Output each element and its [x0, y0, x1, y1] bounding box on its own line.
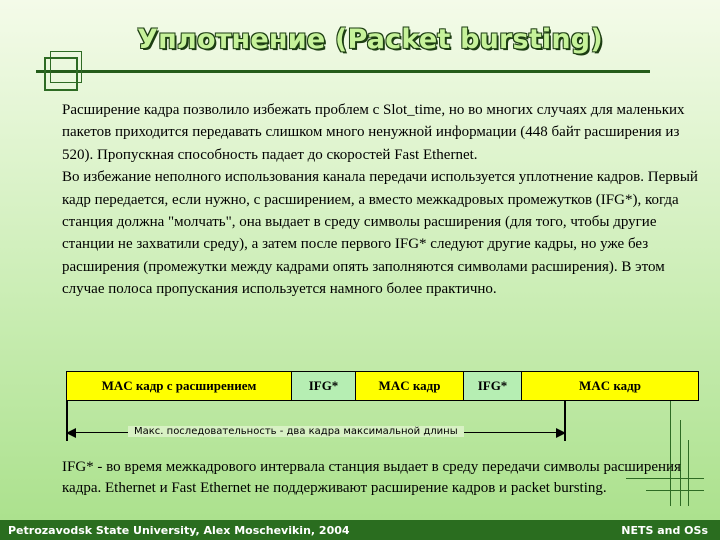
arrow-right-icon [556, 428, 566, 438]
footer-course: NETS and OSs [621, 523, 708, 537]
frame-diagram [66, 371, 699, 401]
footer-author: Petrozavodsk State University, Alex Moschevikin, 2004 [8, 523, 350, 537]
paragraph-2: Во избежание неполного использования канала передачи используется уплотнение кадров. Первый кадр передается, если нужно, с расширением, а вместо межкадровых промежутков (IFG*), когда станция должна "молчать", она выдает в среду символы расширения (для того, чтобы другие станции не захватили среду), а затем после первого IFG* следуют другие кадры, но уже без расширения (промежутки между кадрами опять заполняются символами расширения). В этом случае полоса пропускания используется намного более практично. [62, 169, 698, 298]
deco-square-inner [50, 51, 82, 83]
frame-cell-mac: MAC кадр [521, 371, 699, 401]
arrow-left-icon [66, 428, 76, 438]
paragraph-1: Расширение кадра позволило избежать проблем с Slot_time, но во многих случаях для маленьких пакетов приходится передавать слишком много ненужной информации (448 байт расширения из 520). Пропускная способность падает до скоростей Fast Ethernet. [62, 102, 685, 163]
body-text [62, 99, 702, 301]
footnote-text: IFG* - во время межкадрового интервала станция выдает в среду передачи символы расширения кадра. Ethernet и Fast Ethernet не поддерживают расширение кадров и packet bursting. [62, 459, 681, 496]
deco-line-v3 [688, 440, 689, 506]
title-underline [36, 70, 650, 73]
span-label: Макс. последовательность - два кадра максимальной длины [128, 426, 464, 437]
slide-title: Уплотнение (Packet bursting) [137, 24, 603, 55]
footer-bar [0, 520, 720, 540]
frame-cell-ifg: IFG* [463, 371, 522, 401]
frame-cell-mac-extended: MAC кадр с расширением [66, 371, 292, 401]
frame-cell-mac: MAC кадр [355, 371, 464, 401]
frame-cell-ifg: IFG* [291, 371, 356, 401]
